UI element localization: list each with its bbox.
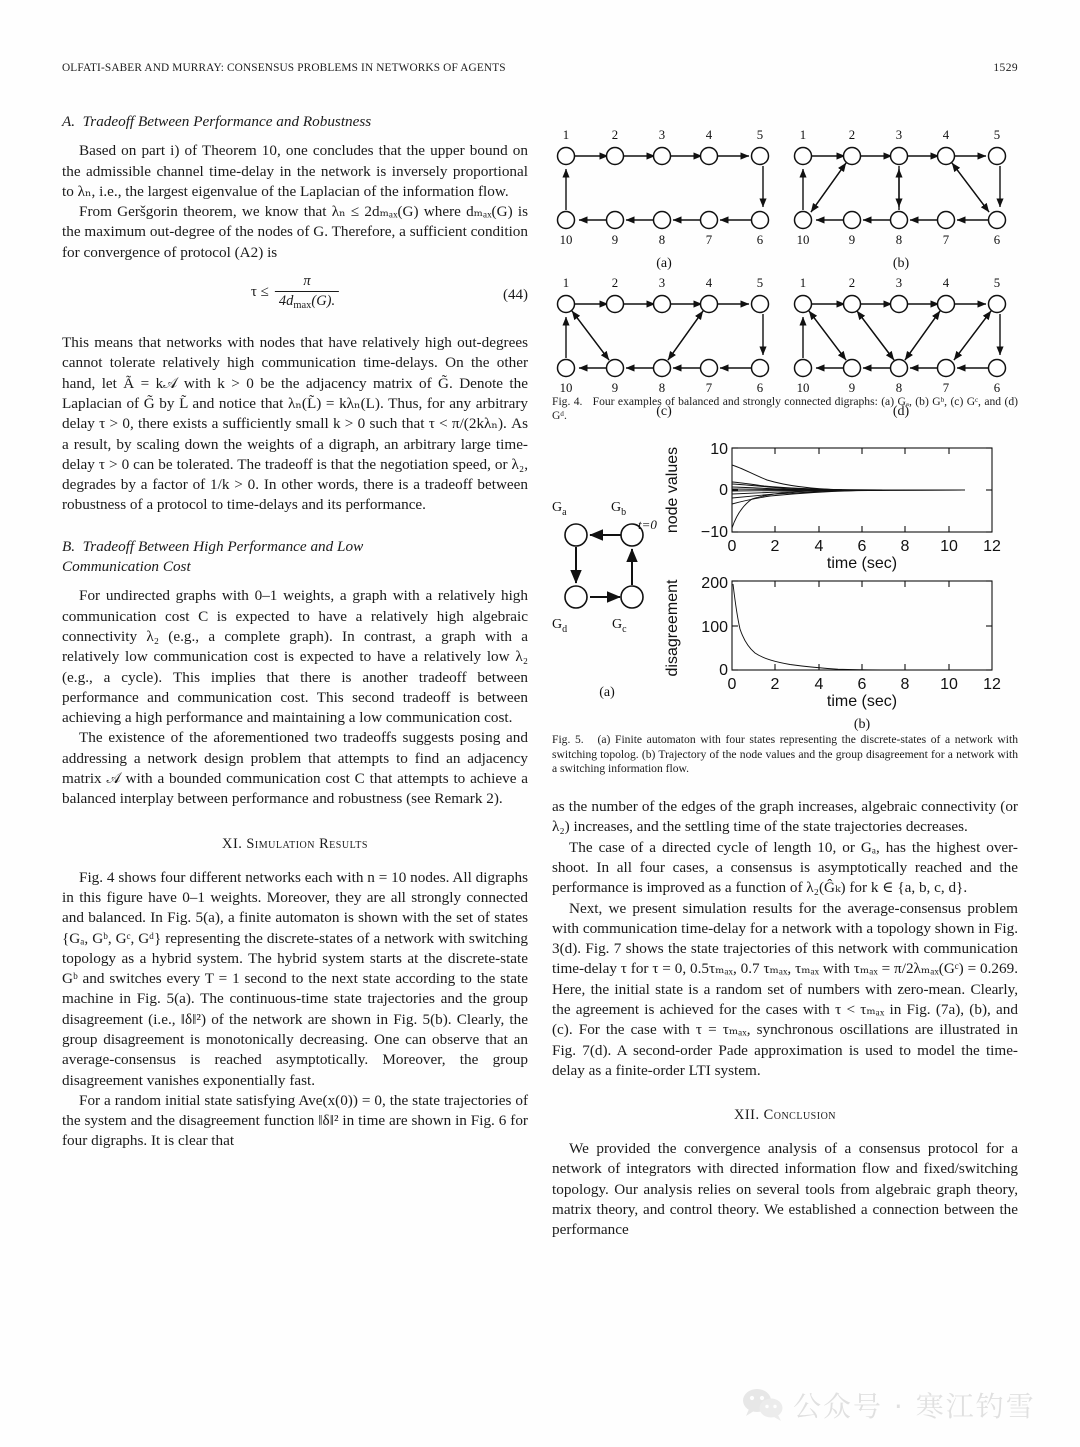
graph-Ga: [558, 128, 769, 271]
right-paragraph-3: Next, we present simulation results for the average-consensus problem with communication time-delay for a network with a topology shown in Fig. 3(d). Fig. 7 shows the state trajectories of this network with communication time-delay τ for τ = 0, 0.5τₘₐₓ, 0.7 τₘₐₓ, τₘₐₓ with τₘₐₓ = π/2λₘₐₓ(Gᶜ) = 0.269. Here, the initial state is a random set of numbers with zero-mean. Clearly, the agreement is achieved for the cases with τ < τₘₐₓ in Fig. (7a), (b), and (c). For the case with τ = τₘₐₓ, synchronous oscillations are illustrated in Fig. 7(d). A second-order Pade approximation is used to model the time-delay as a finite-order LTI system.: [552, 899, 1018, 1079]
section-b-title-line1: Tradeoff Between High Performance and Low: [82, 537, 364, 555]
figure-4: [552, 112, 1018, 423]
disagreement-xtick-6: 6: [857, 676, 867, 694]
svg-text:2: 2: [848, 128, 856, 142]
figure-5-panel-b-tag: (b): [853, 717, 871, 733]
section-a-paragraph-2: From Geršgorin theorem, we know that λₙ ≤ 2dₘₐₓ(G) where dₘₐₓ(G) is the maximum out-degree of the nodes of G. Therefore, a sufficient condition for convergence of protocol (A2) is: [62, 203, 528, 261]
section-b-paragraph-1: For undirected graphs with 0–1 weights, a graph with a relatively high communication cost C is expected to have a relatively high algebraic connectivity λ₂ (e.g., a complete graph). In contrast, a graph with a relatively low communication cost is expected to have a relatively low λ₂ (e.g., a cycle). This implies that there is another tradeoff between performance and communication cost. This second tradeoff is between achieving a high performance and maintaining a low communication cost.: [62, 587, 528, 727]
svg-text:10: 10: [796, 381, 810, 395]
node-values-xlabel: time (sec): [826, 555, 898, 573]
svg-text:9: 9: [848, 233, 856, 247]
section-b-label: B.: [62, 537, 76, 555]
section-xii-paragraph-1: We provided the convergence analysis of a consensus protocol for a network of integrators with directed information flow and fixed/switching topology. Our analysis relies on several tools from algebraic graph theory, matrix theory, and control theory. We established a connection between the performance: [552, 1140, 1018, 1239]
disagreement-ytick-100: 100: [701, 619, 728, 637]
svg-text:8: 8: [658, 233, 666, 247]
svg-text:4: 4: [705, 128, 713, 142]
running-title: OLFATI-SABER AND MURRAY: CONSENSUS PROBLEMS IN NETWORKS OF AGENTS: [62, 62, 506, 74]
svg-text:8: 8: [895, 233, 903, 247]
svg-text:4: 4: [942, 276, 950, 290]
equation-44-denominator: [275, 291, 339, 311]
running-header: [62, 62, 1018, 74]
svg-text:7: 7: [705, 381, 713, 395]
equation-44: [62, 274, 528, 320]
equation-44-number: (44): [503, 287, 528, 304]
node-values-xtick-2: 2: [770, 538, 780, 556]
disagreement-xtick-10: 10: [940, 676, 958, 694]
svg-text:4: 4: [705, 276, 713, 290]
disagreement-ylabel: disagreement: [664, 579, 681, 677]
disagreement-xtick-4: 4: [814, 676, 824, 694]
svg-text:7: 7: [705, 233, 713, 247]
node-values-ytick-10: 10: [710, 441, 728, 459]
disagreement-xtick-8: 8: [900, 676, 910, 694]
figure-4-caption-prefix: Fig. 4.: [552, 395, 583, 408]
node-values-xtick-6: 6: [857, 538, 867, 556]
right-paragraph-2: The case of a directed cycle of length 10, or Gₐ, has the highest over-shoot. In all four cases, a consensus is asymptotically reached and the performance is improved as a function of λ₂(Ĝₖ) for k ∈ {a, b, c, d}.: [552, 838, 1018, 897]
disagreement-xtick-2: 2: [770, 676, 780, 694]
automaton-state-Gd-label: $G_d$: [552, 617, 568, 636]
figure-5-caption-text: (a) Finite automaton with four states representing the discrete-states of a network with switching topolog. (b) Trajectory of the node values and the group disagreement for a network with a switching information flow.: [552, 733, 1018, 775]
figure-5: [552, 438, 1018, 776]
watermark-text: 公众号 · 寒江钓雪: [793, 1390, 1036, 1423]
section-a-title: Tradeoff Between Performance and Robustness: [82, 113, 372, 130]
figure-4-caption-text: Four examples of balanced and strongly connected digraphs: (a) Gₐ, (b) Gᵇ, (c) Gᶜ, and (d) Gᵈ.: [552, 395, 1018, 423]
section-a-paragraph-1: Based on part i) of Theorem 10, one concludes that the upper bound on the admissible channel time-delay in the network is inversely proportional to λₙ, i.e., the largest eigenvalue of the Laplacian of the information flow.: [62, 142, 528, 200]
svg-text:1: 1: [799, 128, 807, 142]
svg-text:1: 1: [562, 276, 570, 290]
figure-4-panel-d-tag: (d): [892, 404, 910, 419]
svg-text:1: 1: [799, 276, 807, 290]
right-paragraph-1: as the number of the edges of the graph increases, algebraic connectivity (or λ₂) increases, and the settling time of the state trajectories decreases.: [552, 798, 1018, 836]
equation-44-numerator: π: [303, 273, 311, 290]
node-values-xtick-4: 4: [814, 538, 824, 556]
automaton-init-marker: t=0: [638, 517, 657, 533]
automaton-state-Gb-label: $G_b$: [611, 500, 627, 519]
figure-5-automaton: [552, 500, 657, 700]
node-values-xtick-0: 0: [727, 538, 737, 556]
disagreement-ytick-0: 0: [719, 662, 728, 680]
right-column: [552, 112, 1018, 1241]
svg-text:6: 6: [993, 381, 1001, 395]
watermark: [742, 1385, 1036, 1425]
svg-text:9: 9: [848, 381, 856, 395]
figure-4-panel-a-tag: (a): [656, 256, 672, 271]
svg-text:10: 10: [559, 381, 573, 395]
svg-text:6: 6: [756, 381, 764, 395]
graph-Gb: [795, 128, 1006, 271]
left-column: [62, 112, 528, 1152]
figure-5-panel-a-tag: (a): [599, 685, 615, 701]
figure-5-caption: [552, 733, 1018, 776]
automaton-state-Gc-label: $G_c$: [612, 617, 627, 636]
node-values-xtick-10: 10: [940, 538, 958, 556]
svg-text:10: 10: [796, 233, 810, 247]
svg-text:5: 5: [756, 128, 764, 142]
section-a-label: A.: [62, 113, 76, 130]
svg-text:7: 7: [942, 233, 950, 247]
disagreement-xlabel: time (sec): [826, 693, 898, 711]
node-values-xtick-8: 8: [900, 538, 910, 556]
node-values-ytick-0: 0: [719, 482, 728, 500]
equation-44-denominator-sub: max: [293, 299, 312, 311]
equation-44-denominator-tail: (G).: [311, 293, 336, 310]
svg-text:9: 9: [611, 381, 619, 395]
disagreement-xtick-12: 12: [983, 676, 1001, 694]
section-b-paragraph-2: The existence of the aforementioned two tradeoffs suggests posing and addressing a network design problem that attempts to find an adjacency matrix 𝒜 with a bounded communication cost C that attempts to achieve a balanced interplay between performance and robustness (see Remark 2).: [62, 729, 528, 808]
equation-44-lhs: τ ≤: [250, 284, 269, 301]
svg-text:8: 8: [895, 381, 903, 395]
svg-text:5: 5: [993, 128, 1001, 142]
section-a-paragraph-3: This means that networks with nodes that have relatively high out-degrees cannot tolerate relatively high communication time-delays. On the other hand, let Ã = k𝒜 with k > 0 be the adjacency matrix of G̃. Denote the Laplacian of G̃ by L̃ and notice that λₙ(L̃) = kλₙ(L). Thus, for any arbitrary delay τ > 0, there exists a sufficiently small k > 0 such that τ < π/(2kλₙ). As a result, by scaling down the weights of a digraph, an arbitrary large time-delay τ > 0 can be tolerated. The tradeoff is that the negotiation speed, or λ₂, degrades by a factor of 1/k > 0. In other words, there is a tradeoff between robustness of a protocol to time-delays and its performance.: [62, 334, 528, 514]
automaton-state-Ga-label: $G_a$: [552, 500, 567, 519]
section-xi-paragraph-1: Fig. 4 shows four different networks each with n = 10 nodes. All digraphs in this figure have 0–1 weights. Moreover, they are all strongly connected and balanced. In Fig. 5(a), a finite automaton is shown with the set of states {Gₐ, Gᵇ, Gᶜ, Gᵈ} representing the discrete-states of a network with switching topology as a hybrid system. The hybrid system starts at the discrete-state Gᵇ and switches every T = 1 second to the next state according to the state machine in Fig. 5(a). The continuous-time state trajectories and the group disagreement (i.e., ‖δ‖²) of the network are shown in Fig. 5(b). Clearly, the group disagreement is monotonically decreasing. One can observe that an average-consensus is reached asymptotically. Moreover, the group disagreement vanishes exponentially fast.: [62, 868, 528, 1089]
figure-4-panel-b-tag: (b): [892, 256, 910, 271]
svg-text:3: 3: [895, 128, 903, 142]
figure-5-graphics: [552, 438, 1018, 733]
section-heading-xii: XII. Conclusion: [733, 1107, 837, 1124]
section-heading-b: [62, 537, 528, 578]
section-b-title-line2: Communication Cost: [62, 558, 191, 576]
wechat-icon: [742, 1388, 784, 1422]
figure-5-caption-prefix: Fig. 5.: [552, 733, 584, 747]
svg-text:6: 6: [993, 233, 1001, 247]
svg-text:9: 9: [611, 233, 619, 247]
figure-4-panel-c-tag: (c): [656, 404, 672, 419]
svg-text:6: 6: [756, 233, 764, 247]
svg-text:3: 3: [658, 276, 666, 290]
node-values-xtick-12: 12: [983, 538, 1001, 556]
disagreement-xtick-0: 0: [727, 676, 737, 694]
equation-44-body: [251, 274, 339, 311]
section-xi-paragraph-2: For a random initial state satisfying Ave(x(0)) = 0, the state trajectories of the system and the disagreement function ‖δ‖² in time are shown in Fig. 6 for four digraphs. It is clear that: [62, 1091, 528, 1150]
svg-text:2: 2: [848, 276, 856, 290]
svg-text:3: 3: [658, 128, 666, 142]
svg-text:2: 2: [611, 276, 619, 290]
svg-text:4: 4: [942, 128, 950, 142]
svg-text:10: 10: [559, 233, 573, 247]
section-heading-a: [62, 112, 528, 132]
svg-text:5: 5: [756, 276, 764, 290]
section-heading-xi: XI. Simulation Results: [222, 835, 368, 852]
chart-node-values: [664, 441, 1001, 572]
figure-4-caption: [552, 395, 1018, 423]
equation-44-denominator-main: 4d: [278, 293, 294, 310]
svg-text:3: 3: [895, 276, 903, 290]
svg-text:2: 2: [611, 128, 619, 142]
svg-text:7: 7: [942, 381, 950, 395]
svg-text:1: 1: [562, 128, 570, 142]
chart-disagreement: [664, 575, 1001, 732]
page-number: 1529: [993, 62, 1018, 74]
node-values-ytick-neg10: −10: [700, 524, 728, 542]
node-values-ylabel: node values: [664, 447, 681, 534]
equation-44-fraction: [275, 274, 339, 311]
disagreement-ytick-200: 200: [701, 575, 728, 593]
svg-text:5: 5: [993, 276, 1001, 290]
svg-text:8: 8: [658, 381, 666, 395]
